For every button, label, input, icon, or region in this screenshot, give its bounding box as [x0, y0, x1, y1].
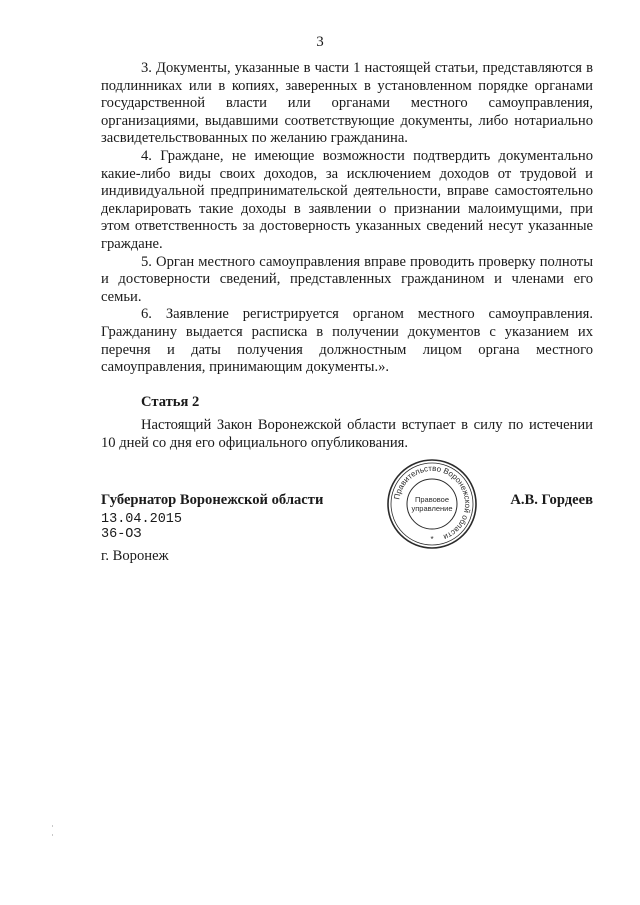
stamp-outer-text: Правительство Воронежской области: [392, 463, 473, 542]
stamp-seal-icon: [386, 458, 478, 550]
signing-city: г. Воронеж: [101, 548, 169, 564]
paragraph-5: 5. Орган местного самоуправления вправе проводить проверку полноты и достоверности сведений, представленных гражданином и членами его семьи.: [101, 253, 593, 305]
paragraph-4: 4. Граждане, не имеющие возможности подтвердить документально какие-либо виды своих доходов, за исключением доходов от трудовой и индивидуальной предпринимательской деятельности, вправе самостоятельно декларировать такие доходы в заявлении о признании малоимущими, при этом ответственность за достоверность указанных сведений несут указанные граждане.: [101, 147, 593, 252]
article-2-text: Настоящий Закон Воронежской области вступает в силу по истечении 10 дней со дня его официального опубликования.: [101, 417, 593, 451]
official-stamp: [386, 458, 478, 550]
stamp-inner-line1: Правовое: [414, 495, 450, 504]
article-2-heading: Статья 2: [141, 393, 200, 410]
registration-number: 36-ОЗ: [101, 527, 142, 542]
stamp-inner-line2: управление: [411, 504, 453, 513]
registration-date: 13.04.2015: [101, 512, 183, 527]
scan-artifact: [52, 834, 53, 836]
paragraph-6: 6. Заявление регистрируется органом местного самоуправления. Гражданину выдается расписка в получении документов с указанием их перечня и даты получения должностным лицом органа местного самоуправления, принимающим документы.».: [101, 306, 593, 376]
scan-artifact: [52, 825, 53, 827]
signatory-name: А.В. Гордеев: [510, 492, 593, 508]
paragraph-3: 3. Документы, указанные в части 1 настоящей статьи, представляются в подлинниках или в копиях, заверенных в установленном порядке органами государственной власти или органами местного самоуправления, организациями, выдавшими соответствующие документы, либо нотариально засвидетельствованных по желанию гражданина.: [101, 60, 593, 147]
stamp-star: *: [430, 535, 434, 544]
signatory-title: Губернатор Воронежской области: [101, 492, 324, 508]
page-number: 3: [316, 34, 324, 50]
signature-block: [101, 492, 593, 572]
document-body: [101, 60, 593, 452]
